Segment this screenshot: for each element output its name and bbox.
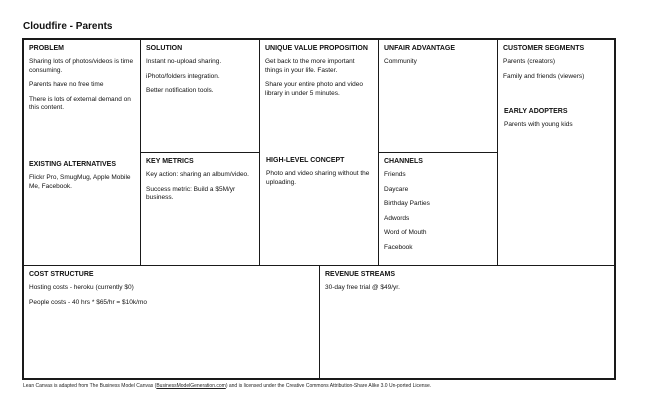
problem-section bbox=[22, 38, 141, 266]
channels-item: Adwords bbox=[384, 214, 410, 222]
problem-item: Parents have no free time bbox=[29, 81, 104, 88]
high-level-concept-section bbox=[261, 152, 377, 212]
footer-suffix: ) and is licensed under the Creative Commons Attribution-Share Alike 3.0 Un-ported License. bbox=[225, 383, 432, 389]
business-model-generation-link[interactable]: BusinessModelGeneration.com bbox=[156, 383, 226, 389]
problem-item: Sharing lots of photos/videos is time consuming. bbox=[29, 58, 134, 74]
high-level-concept-heading: HIGH-LEVEL CONCEPT bbox=[266, 157, 345, 164]
key-metrics-heading: KEY METRICS bbox=[146, 158, 194, 165]
unfair-advantage-item: Community bbox=[384, 58, 417, 65]
solution-section bbox=[140, 38, 260, 153]
problem-item: There is lots of external demand on this content. bbox=[29, 95, 131, 111]
customer-segments-item: Family and friends (viewers) bbox=[503, 72, 585, 80]
early-adopters-heading: EARLY ADOPTERS bbox=[504, 108, 568, 115]
solution-item: Instant no-upload sharing. bbox=[146, 58, 222, 65]
channels-item: Word of Mouth bbox=[384, 229, 427, 236]
unfair-advantage-heading: UNFAIR ADVANTAGE bbox=[384, 45, 456, 52]
footer-prefix: Lean Canvas is adapted from The Business Model Canvas ( bbox=[23, 383, 157, 389]
revenue-streams-section bbox=[319, 265, 616, 380]
channels-item: Friends bbox=[384, 171, 406, 178]
customer-segments-item: Parents (creators) bbox=[503, 58, 556, 65]
customer-segments-section bbox=[497, 38, 616, 266]
revenue-streams-item: 30-day free trial @ $49/yr. bbox=[325, 284, 400, 291]
existing-alternatives-item: Flickr Pro, SmugMug, Apple Mobile Me, Facebook. bbox=[29, 174, 131, 190]
uvp-item: Get back to the more important things in your life. Faster. bbox=[265, 58, 355, 74]
solution-item: iPhoto/folders integration. bbox=[146, 72, 220, 80]
early-adopters-item: Parents with young kids bbox=[504, 121, 573, 128]
cost-structure-heading: COST STRUCTURE bbox=[29, 271, 94, 278]
early-adopters-section bbox=[499, 103, 614, 143]
channels-heading: CHANNELS bbox=[384, 158, 423, 165]
channels-item: Facebook bbox=[384, 243, 413, 251]
channels-item: Daycare bbox=[384, 185, 409, 193]
license-footer bbox=[23, 383, 431, 389]
cost-structure-item: Hosting costs - heroku (currently $0) bbox=[29, 284, 134, 291]
cost-structure-section bbox=[22, 265, 320, 380]
key-metrics-section bbox=[140, 152, 260, 266]
channels-item: Birthday Parties bbox=[384, 200, 430, 207]
existing-alternatives-heading: EXISTING ALTERNATIVES bbox=[29, 161, 116, 168]
cost-structure-item: People costs - 40 hrs * $65/hr = $10k/mo bbox=[29, 298, 147, 306]
high-level-concept-item: Photo and video sharing without the uploading. bbox=[266, 170, 370, 186]
key-metrics-item: Success metric: Build a $5M/yr business. bbox=[146, 185, 236, 201]
channels-section bbox=[378, 152, 498, 266]
existing-alternatives-section bbox=[24, 156, 140, 216]
customer-segments-heading: CUSTOMER SEGMENTS bbox=[503, 45, 585, 52]
uvp-item: Share your entire photo and video library in under 5 minutes. bbox=[265, 81, 363, 97]
solution-item: Better notification tools. bbox=[146, 87, 214, 94]
unfair-advantage-section bbox=[378, 38, 498, 153]
revenue-streams-heading: REVENUE STREAMS bbox=[325, 271, 396, 278]
canvas-title: Cloudfire - Parents bbox=[23, 21, 113, 32]
uvp-heading: UNIQUE VALUE PROPOSITION bbox=[265, 45, 368, 52]
solution-heading: SOLUTION bbox=[146, 45, 183, 52]
problem-heading: PROBLEM bbox=[29, 45, 64, 52]
key-metrics-item: Key action: sharing an album/video. bbox=[146, 171, 249, 178]
